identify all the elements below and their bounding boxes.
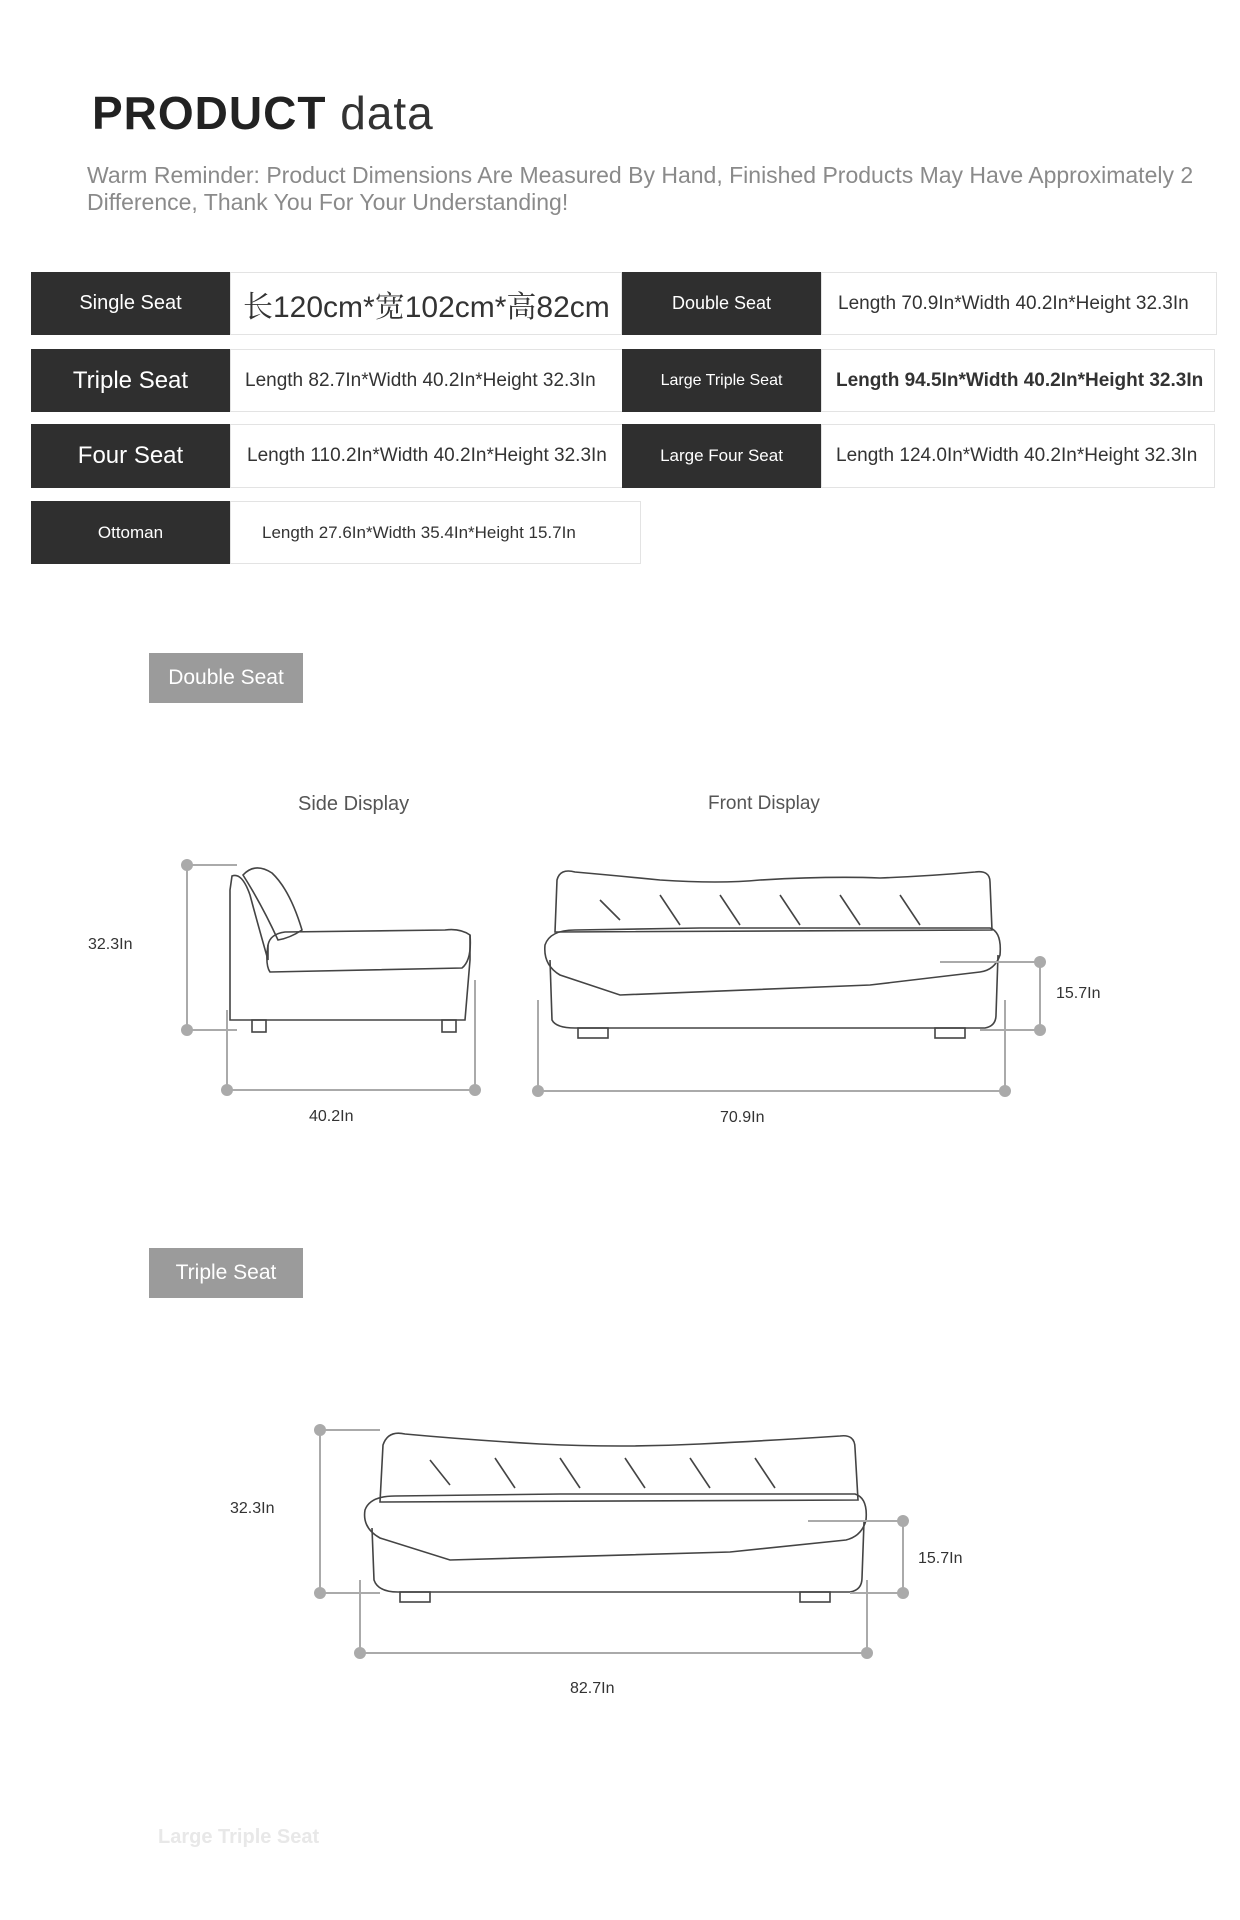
spec-label-single-seat: Single Seat — [31, 272, 230, 335]
double-front-seat-height-label: 15.7In — [1056, 985, 1101, 1002]
spec-value-double-seat: Length 70.9In*Width 40.2In*Height 32.3In — [821, 272, 1217, 335]
triple-dimension-dots — [314, 1424, 909, 1659]
double-seat-tag: Double Seat — [149, 653, 303, 703]
double-front-dimension-dots — [532, 956, 1046, 1097]
front-display-caption: Front Display — [708, 793, 820, 814]
triple-front-sofa-drawing — [365, 1433, 867, 1602]
double-front-dimension-lines — [538, 962, 1040, 1091]
spec-label-ottoman: Ottoman — [31, 501, 230, 564]
title-light: data — [340, 87, 434, 139]
double-side-depth-label: 40.2In — [309, 1108, 354, 1125]
spec-value-large-triple-seat: Length 94.5In*Width 40.2In*Height 32.3In — [821, 349, 1215, 412]
triple-dimension-lines — [320, 1430, 903, 1653]
title-bold: PRODUCT — [92, 87, 327, 139]
triple-seat-height-label: 15.7In — [918, 1550, 963, 1567]
side-display-caption: Side Display — [298, 793, 410, 815]
reminder-line-2: Difference, Thank You For Your Understanding! — [87, 189, 569, 215]
spec-label-four-seat: Four Seat — [31, 424, 230, 488]
large-triple-seat-tag: Large Triple Seat — [158, 1826, 320, 1848]
double-front-sofa-drawing — [545, 871, 1000, 1038]
triple-height-label: 32.3In — [230, 1500, 275, 1517]
spec-value-single-seat: 长120cm*宽102cm*高82cm — [230, 272, 622, 335]
spec-value-four-seat: Length 110.2In*Width 40.2In*Height 32.3In — [230, 424, 626, 488]
triple-length-label: 82.7In — [570, 1680, 615, 1697]
spec-label-large-triple-seat: Large Triple Seat — [622, 349, 821, 412]
double-side-sofa-drawing — [230, 868, 470, 1032]
double-side-height-label: 32.3In — [88, 936, 133, 953]
reminder-line-1: Warm Reminder: Product Dimensions Are Measured By Hand, Finished Products May Have Approximately 2 — [87, 162, 1194, 188]
triple-seat-tag: Triple Seat — [149, 1248, 303, 1298]
spec-value-ottoman: Length 27.6In*Width 35.4In*Height 15.7In — [230, 501, 641, 564]
spec-label-triple-seat: Triple Seat — [31, 349, 230, 412]
spec-label-double-seat: Double Seat — [622, 272, 821, 335]
double-front-length-label: 70.9In — [720, 1109, 765, 1126]
spec-value-triple-seat: Length 82.7In*Width 40.2In*Height 32.3In — [230, 349, 624, 412]
spec-label-large-four-seat: Large Four Seat — [622, 424, 821, 488]
spec-value-large-four-seat: Length 124.0In*Width 40.2In*Height 32.3In — [821, 424, 1215, 488]
